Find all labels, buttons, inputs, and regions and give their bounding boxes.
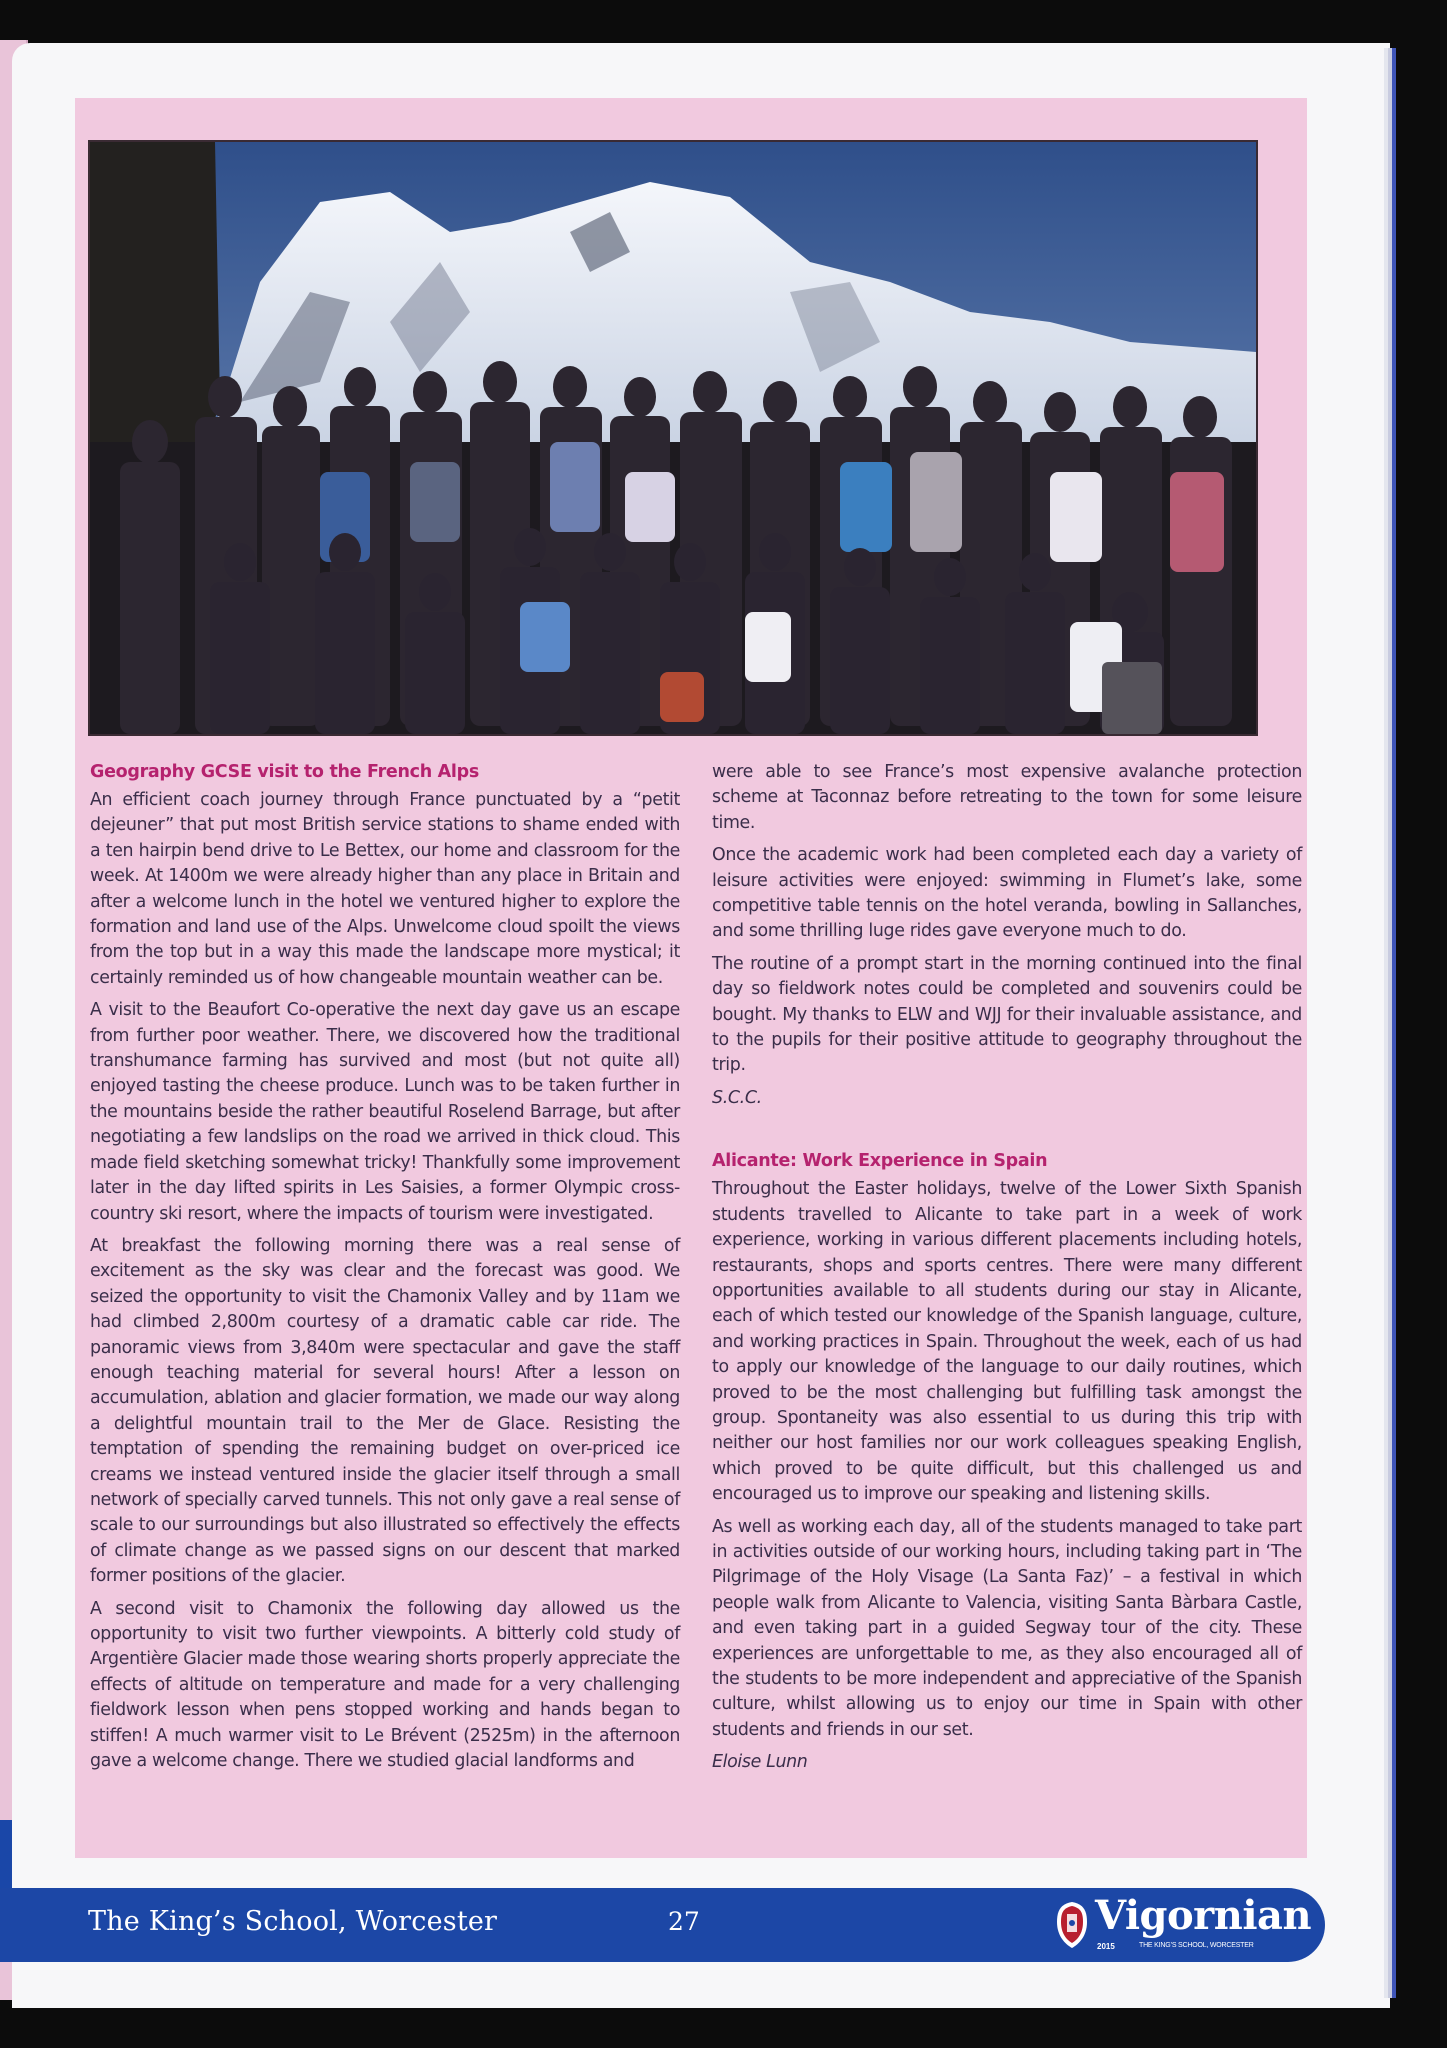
article-paragraph: An efficient coach journey through France punctuated by a “petit dejeuner” that put most British service stations to shame ended with a ten hairpin bend drive to Le Bettex, our home and classroom for the week. At 1400m we were already higher than any place in Britain and after a welcome lunch in the hotel we ventured higher to explore the formation and land use of the Alps. Unwelcome cloud spoilt the views from the top but in a way this made the landscape more mystical; it certainly reminded us of how changeable mountain weather can be. [90,790,680,988]
article-paragraph: The routine of a prompt start in the morning continued into the final day so fieldwork notes could be completed and souvenirs could be bought. My thanks to ELW and WJJ for their invaluable assistance, and to the pupils for their positive attitude to geography throughout the trip. [712,953,1302,1076]
left-column [90,760,680,1781]
article-paragraph: Throughout the Easter holidays, twelve of the Lower Sixth Spanish students travelled to Alicante to take part in a week of work experience, working in various different placements including hotels, restaurants, shops and sports centres. There were many different opportunities available to all students during our stay in Alicante, each of which tested our knowledge of the Spanish language, culture, and working practices in Spain. Throughout the week, each of us had to apply our knowledge of the language to our daily routines, which proved to be the most challenging but fulfilling task amongst the group. Spontaneity was also essential to us during this trip with neither our host families nor our work colleagues speaking English, which proved to be quite difficult, but this challenged us and encouraged us to improve our speaking and listening skills. [712,1179,1302,1505]
article-title-geography: Geography GCSE visit to the French Alps [90,762,479,782]
brand-name: Vigornian [1095,1892,1312,1939]
article-signature: S.C.C. [712,1087,762,1108]
vigornian-logo [1055,1894,1317,1956]
article-paragraph: A visit to the Beaufort Co-operative the next day gave us an escape from further poor weather. There, we discovered how the traditional transhumance farming has survived and most (but not quite all) enjoyed tasting the cheese produce. Lunch was to be taken further in the mountains beside the rather beautiful Roselend Barrage, but after negotiating a few landslips on the road we arrived in thick cloud. This made field sketching somewhat tricky! Thankfully some improvement later in the day lifted spirits in Les Saisies, a former Olympic cross-country ski resort, where the impacts of tourism were investigated. [90,1000,680,1224]
footer-school-name: The King’s School, Worcester [88,1906,498,1937]
page-footer [0,1888,1325,1962]
article-paragraph: were able to see France’s most expensive avalanche protection scheme at Taconnaz before retreating to the town for some leisure time. [712,762,1302,833]
group-photo-alps [88,140,1258,736]
page-edge-stack [1392,48,1396,1998]
brand-subtitle: THE KING’S SCHOOL, WORCESTER [1139,1942,1254,1949]
article-paragraph: Once the academic work had been completed each day a variety of leisure activities were enjoyed: swimming in Flumet’s lake, some competitive table tennis on the hotel veranda, bowling in Sallanches, and some thrilling luge rides gave everyone much to do. [712,845,1302,942]
page-number: 27 [668,1907,700,1936]
crest-icon [1055,1900,1089,1950]
article-signature: Eloise Lunn [712,1752,808,1773]
brand-year: 2015 [1097,1942,1115,1951]
article-paragraph: At breakfast the following morning there was a real sense of excitement as the sky was clear and the forecast was good. We seized the opportunity to visit the Chamonix Valley and by 11am we had climbed 2,800m courtesy of a dramatic cable car ride. The panoramic views from 3,840m were spectacular and gave the staff enough teaching material for several hours! After a lesson on accumulation, ablation and glacier formation, we made our way along a delightful mountain trail to the Mer de Glace. Resisting the temptation of spending the remaining budget on over-priced ice creams we instead ventured inside the glacier itself through a small network of specially carved tunnels. This not only gave a real sense of scale to our surroundings but also illustrated so effectively the effects of climate change as we passed signs on our descent that marked former positions of the glacier. [90,1235,680,1587]
article-title-alicante: Alicante: Work Experience in Spain [712,1151,1048,1172]
article-paragraph: A second visit to Chamonix the following day allowed us the opportunity to visit two further viewpoints. A bitterly cold study of Argentière Glacier made those wearing shorts properly appreciate the effects of altitude on temperature and made for a very challenging fieldwork lesson when pens stopped working and hands began to stiffen! A much warmer visit to Le Brévent (2525m) in the afternoon gave a welcome change. There we studied glacial landforms and [90,1598,680,1772]
article-paragraph: As well as working each day, all of the students managed to take part in activities outside of our working hours, including taking part in ‘The Pilgrimage of the Holy Visage (La Santa Faz)’ – a festival in which people walk from Alicante to Valencia, visiting Santa Bàrbara Castle, and even taking part in a guided Segway tour of the city. These experiences are unforgettable to me, as they also encouraged all of the students to be more independent and appreciative of the Spanish culture, whilst allowing us to enjoy our time in Spain with other students and friends in our set. [712,1516,1302,1740]
right-column [712,760,1302,1776]
